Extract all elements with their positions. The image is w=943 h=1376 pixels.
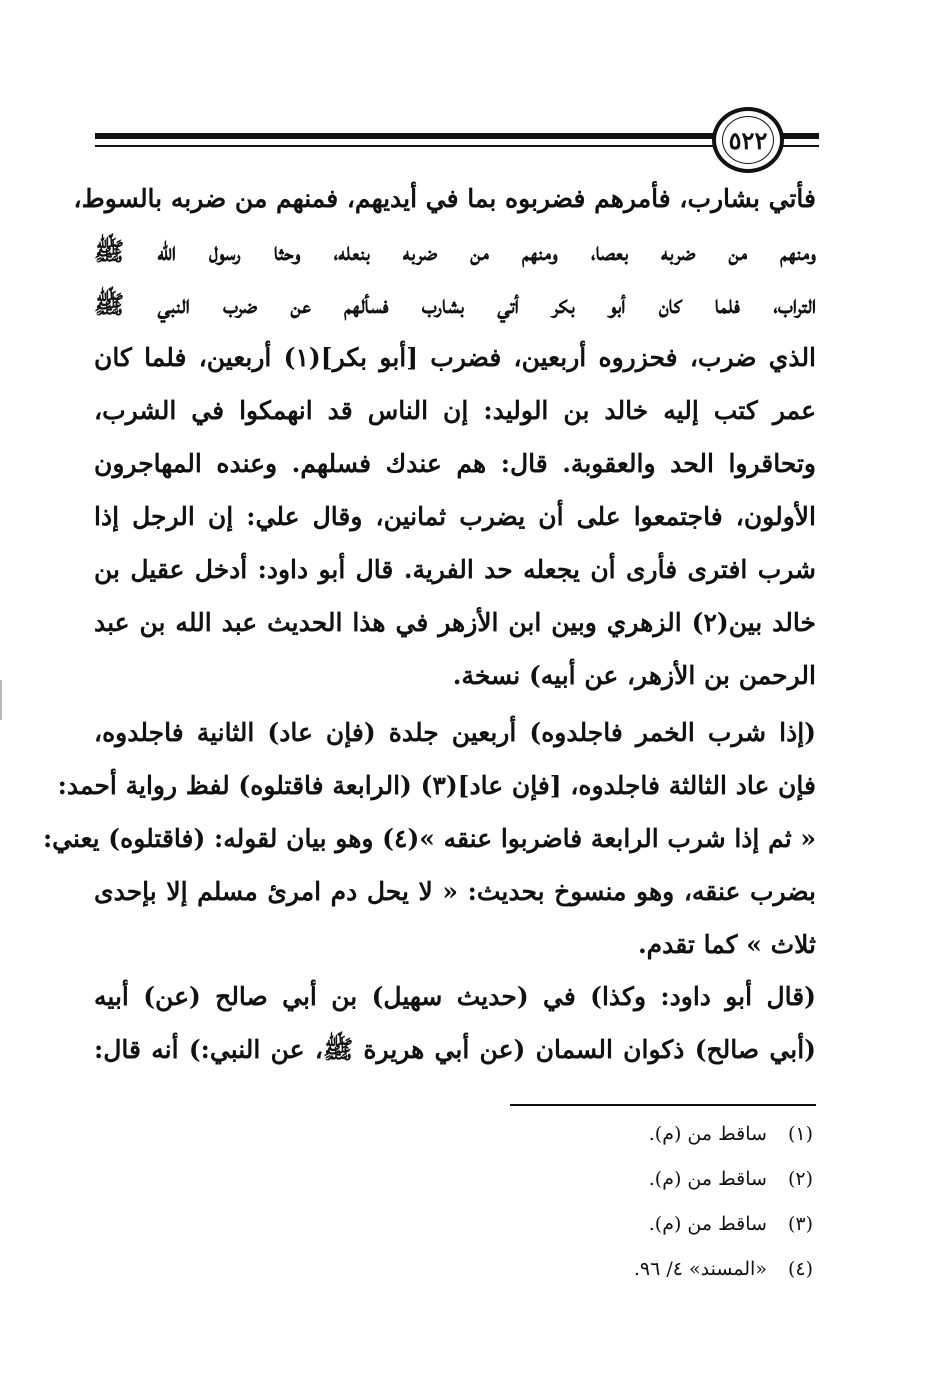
text-line: ثلاث » كما تقدم.: [637, 930, 816, 959]
footnote-item: [413, 1112, 813, 1157]
footnote-text: ساقط من (م).: [648, 1168, 767, 1190]
footnote-number: (٢): [787, 1168, 813, 1190]
text-line: الرحمن بن الأزهر، عن أبيه) نسخة.: [452, 661, 816, 690]
header-rule-thick: [95, 133, 713, 139]
header-rule-right-thick: [783, 133, 819, 139]
footnote-item: [413, 1157, 813, 1202]
text-line: التراب، فلما كان أبو بكر أتي بشارب فسألهم عن ضرب النبي ﷺ: [94, 290, 816, 319]
text-line: الذي ضرب، فحزروه أربعين، فضرب [أبو بكر](١) أربعين، فلما كان: [94, 343, 817, 372]
header-rule-thin: [95, 145, 713, 147]
header-rule-right-thin: [783, 145, 819, 147]
footnote-number: (١): [787, 1123, 813, 1145]
text-line: ومنهم من ضربه بعصا، ومنهم من ضربه بنعله، وحثا رسول الله ﷺ: [94, 237, 816, 266]
text-line: فأتي بشارب، فأمرهم فضربوه بما في أيديهم، فمنهم من ضربه بالسوط،: [73, 184, 816, 213]
footnote-item: [413, 1202, 813, 1247]
paragraph-1: [73, 172, 817, 702]
text-line: شرب افترى فأرى أن يجعله حد الفرية. قال أبو داود: أدخل عقيل بن: [94, 555, 816, 584]
text-line: (أبي صالح) ذكوان السمان (عن أبي هريرة ﷺ، عن النبي:) أنه قال:: [94, 1035, 816, 1064]
text-line: « ثم إذا شرب الرابعة فاضربوا عنقه »(٤) وهو بيان لقوله: (فاقتلوه) يعني:: [42, 824, 816, 853]
paragraph-3: [94, 970, 816, 1076]
text-line: عمر كتب إليه خالد بن الوليد: إن الناس قد انهمكوا في الشرب،: [94, 396, 816, 425]
footnote-text: ساقط من (م).: [648, 1213, 767, 1235]
text-line: فإن عاد الثالثة فاجلدوه، [فإن عاد](٣) (الرابعة فاقتلوه) لفظ رواية أحمد:: [57, 771, 816, 800]
text-line: (إذا شرب الخمر فاجلدوه) أربعين جلدة (فإن عاد) الثانية فاجلدوه،: [94, 718, 816, 747]
footnote-number: (٤): [787, 1258, 813, 1280]
text-line: خالد بين(٢) الزهري وبين ابن الأزهر في هذا الحديث عبد الله بن عبد: [94, 608, 816, 637]
paragraph-2: [42, 706, 816, 971]
text-line: الأولون، فاجتمعوا على أن يضرب ثمانين، وقال علي: إن الرجل إذا: [94, 502, 816, 531]
footnote-number: (٣): [787, 1213, 813, 1235]
footnote-separator: [510, 1104, 816, 1106]
page-number-badge: [712, 107, 784, 173]
footnote-text: ساقط من (م).: [648, 1123, 767, 1145]
page-number: ٥٢٢: [728, 125, 768, 155]
text-line: وتحاقروا الحد والعقوبة. قال: هم عندك فسلهم. وعنده المهاجرون: [94, 449, 816, 478]
footnote-text: «المسند» ٤/ ٩٦.: [633, 1258, 767, 1280]
text-line: (قال أبو داود: وكذا) في (حديث سهيل) بن أبي صالح (عن) أبيه: [94, 982, 816, 1011]
footnotes: [413, 1112, 813, 1292]
footnote-item: [413, 1247, 813, 1292]
scan-edge-mark: [0, 680, 2, 720]
text-line: بضرب عنقه، وهو منسوخ بحديث: « لا يحل دم امرئ مسلم إلا بإحدى: [94, 877, 816, 906]
